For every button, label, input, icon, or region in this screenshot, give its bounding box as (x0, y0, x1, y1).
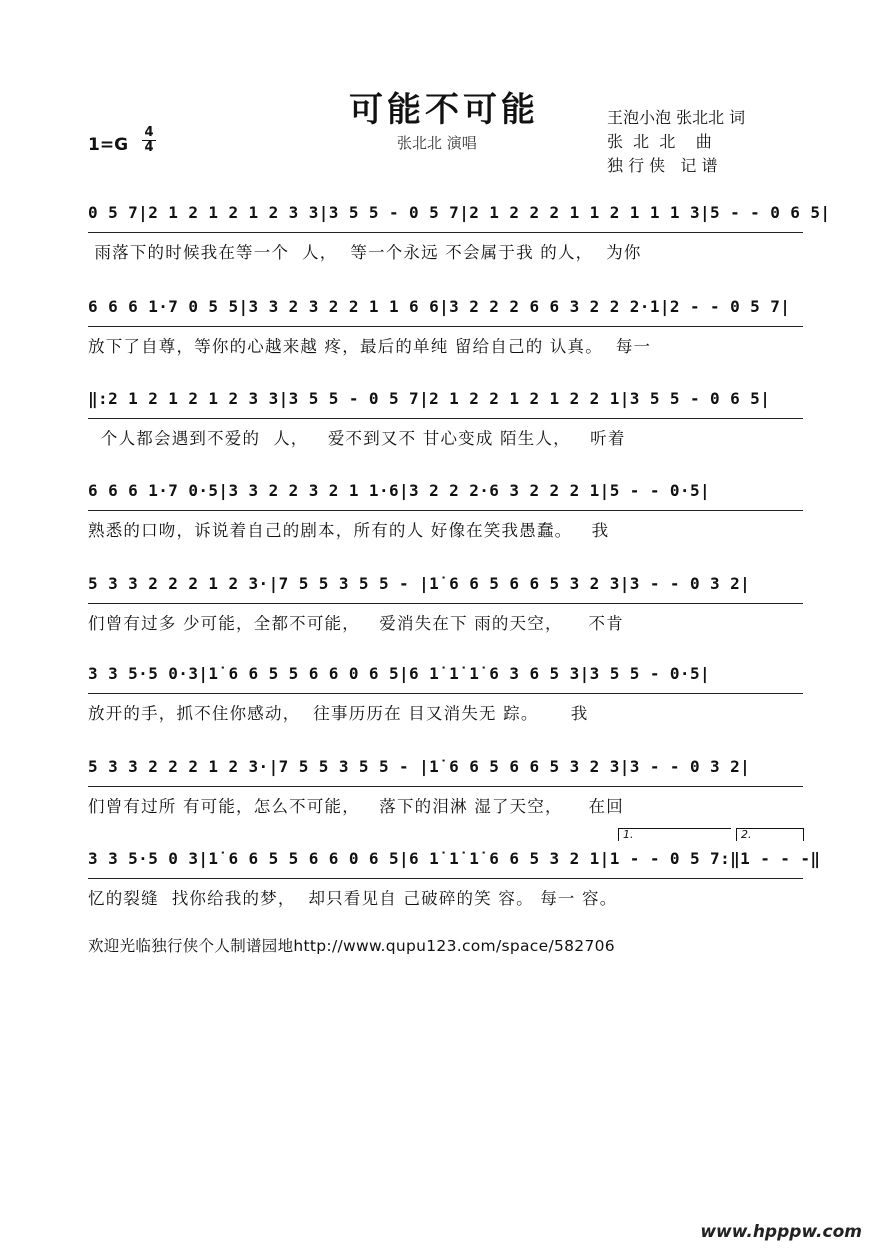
transcriber-credit: 独 行 侠 记 谱 (607, 156, 718, 175)
notation-row: 6 6 6 1·7 0·5|3 3 2 2 3 2 1 1·6|3 2 2 2·6 3 2 2 2 1|5 - - 0·5| (88, 474, 803, 511)
time-signature (142, 126, 156, 155)
staff-line-1 (88, 196, 831, 263)
staff-line-8 (88, 828, 821, 909)
volta-second-ending: 2. (736, 828, 804, 841)
lyrics-row: 们曾有过所 有可能，怎么不可能， 落下的泪淋 湿了天空， 在回 (88, 797, 624, 816)
staff-line-3 (88, 382, 803, 449)
lyrics-row: 放下了自尊，等你的心越来越 疼，最后的单纯 留给自己的 认真。 每一 (88, 337, 652, 356)
notation-row: 0 5 7|2 1 2 1 2 1 2 3 3|3 5 5 - 0 5 7|2 1 2 2 2 1 1 2 1 1 1 3|5 - - 0 6 5| (88, 196, 803, 233)
footer-link-text: 欢迎光临独行侠个人制谱园地http://www.qupu123.com/space/582706 (88, 937, 615, 955)
staff-line-5 (88, 567, 803, 634)
notation-row: 6 6 6 1·7 0 5 5|3 3 2 3 2 2 1 1 6 6|3 2 2 2 6 6 3 2 2 2·1|2 - - 0 5 7| (88, 290, 803, 327)
song-title: 可能不可能 (349, 90, 539, 130)
singer-credit: 张北北 演唱 (397, 134, 477, 152)
lyrics-row: 个人都会遇到不爱的 人， 爱不到又不 甘心变成 陌生人， 听着 (88, 429, 626, 448)
lyrics-row: 忆的裂缝 找你给我的梦， 却只看见自 己破碎的笑 容。 每一 容。 (88, 889, 618, 908)
lyrics-row: 雨落下的时候我在等一个 人， 等一个永远 不会属于我 的人， 为你 (88, 243, 642, 262)
staff-line-6 (88, 657, 803, 724)
time-bottom: 4 (142, 140, 156, 155)
staff-line-2 (88, 290, 803, 357)
key-signature: 1=G (88, 135, 129, 155)
composer-credit: 张 北 北 曲 (607, 132, 712, 151)
notation-row: ‖:2 1 2 1 2 1 2 3 3|3 5 5 - 0 5 7|2 1 2 2 1 2 1 2 2 1|3 5 5 - 0 6 5| (88, 382, 803, 419)
notation-row: 5 3 3 2 2 2 1 2 3·|7 5 5 3 5 5 - |1̇ 6 6 5 6 6 5 3 2 3|3 - - 0 3 2| (88, 750, 803, 787)
staff-line-7 (88, 750, 803, 817)
volta-first-ending: 1. (618, 828, 731, 841)
watermark: www.hpppw.com (700, 1222, 862, 1242)
notation-row: 5 3 3 2 2 2 1 2 3·|7 5 5 3 5 5 - |1̇ 6 6 5 6 6 5 3 2 3|3 - - 0 3 2| (88, 567, 803, 604)
staff-line-4 (88, 474, 803, 541)
credits (607, 106, 745, 178)
time-top: 4 (144, 125, 154, 140)
notation-row: 3 3 5·5 0 3|1̇ 6 6 5 5 6 6 0 6 5|6 1̇ 1̇ 1̇ 6 6 5 3 2 1|1 - - 0 5 7:‖1 - - -‖ (88, 842, 803, 879)
notation-row: 3 3 5·5 0·3|1̇ 6 6 5 5 6 6 0 6 5|6 1̇ 1̇ 1̇ 6 3 6 5 3|3 5 5 - 0·5| (88, 657, 803, 694)
lyrics-row: 们曾有过多 少可能，全都不可能， 爱消失在下 雨的天空， 不肯 (88, 614, 624, 633)
lyrics-row: 放开的手，抓不住你感动， 往事历历在 目又消失无 踪。 我 (88, 704, 589, 723)
lyricist-credit: 王泡小泡 张北北 词 (607, 108, 746, 127)
lyrics-row: 熟悉的口吻，诉说着自己的剧本，所有的人 好像在笑我愚蠢。 我 (88, 521, 610, 540)
